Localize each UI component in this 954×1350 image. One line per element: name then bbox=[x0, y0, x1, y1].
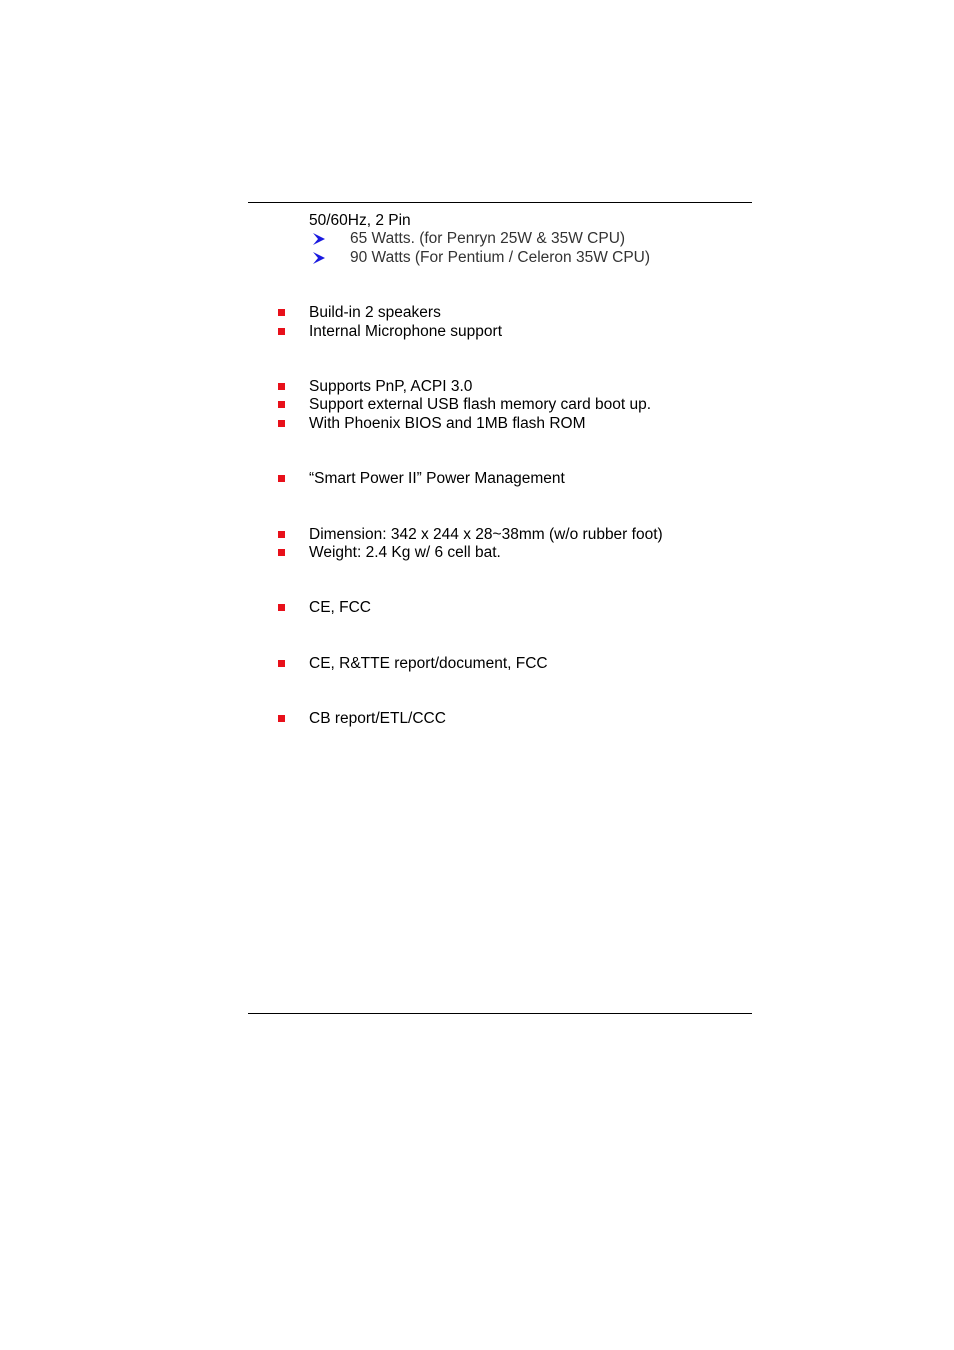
arrowhead-bullet-icon bbox=[312, 251, 326, 265]
square-bullet-icon bbox=[278, 715, 285, 722]
rf-item-text: CE, R&TTE report/document, FCC bbox=[309, 655, 548, 672]
bios-item-text: Support external USB flash memory card boot up. bbox=[309, 396, 652, 413]
footer-rule bbox=[248, 1013, 752, 1014]
arrowhead-bullet-icon bbox=[312, 232, 326, 246]
power-sub-item-text: 65 Watts. (for Penryn 25W & 35W CPU) bbox=[350, 230, 626, 247]
power-management-item-text: “Smart Power II” Power Management bbox=[309, 470, 565, 487]
header-rule bbox=[248, 202, 752, 203]
power-cont-text: 50/60Hz, 2 Pin bbox=[309, 212, 411, 229]
emi-item-text: CE, FCC bbox=[309, 599, 371, 616]
square-bullet-icon bbox=[278, 604, 285, 611]
square-bullet-icon bbox=[278, 383, 285, 390]
square-bullet-icon bbox=[278, 660, 285, 667]
square-bullet-icon bbox=[278, 531, 285, 538]
physical-item-text: Weight: 2.4 Kg w/ 6 cell bat. bbox=[309, 544, 501, 561]
bios-item-text: With Phoenix BIOS and 1MB flash ROM bbox=[309, 415, 586, 432]
safety-item-text: CB report/ETL/CCC bbox=[309, 710, 446, 727]
physical-item-text: Dimension: 342 x 244 x 28~38mm (w/o rubber foot) bbox=[309, 526, 663, 543]
square-bullet-icon bbox=[278, 420, 285, 427]
square-bullet-icon bbox=[278, 309, 285, 316]
square-bullet-icon bbox=[278, 328, 285, 335]
power-sub-item-text: 90 Watts (For Pentium / Celeron 35W CPU) bbox=[350, 249, 651, 266]
square-bullet-icon bbox=[278, 401, 285, 408]
audio-item-text: Internal Microphone support bbox=[309, 323, 503, 340]
audio-item-text: Build-in 2 speakers bbox=[309, 304, 441, 321]
square-bullet-icon bbox=[278, 475, 285, 482]
square-bullet-icon bbox=[278, 549, 285, 556]
bios-item-text: Supports PnP, ACPI 3.0 bbox=[309, 378, 473, 395]
